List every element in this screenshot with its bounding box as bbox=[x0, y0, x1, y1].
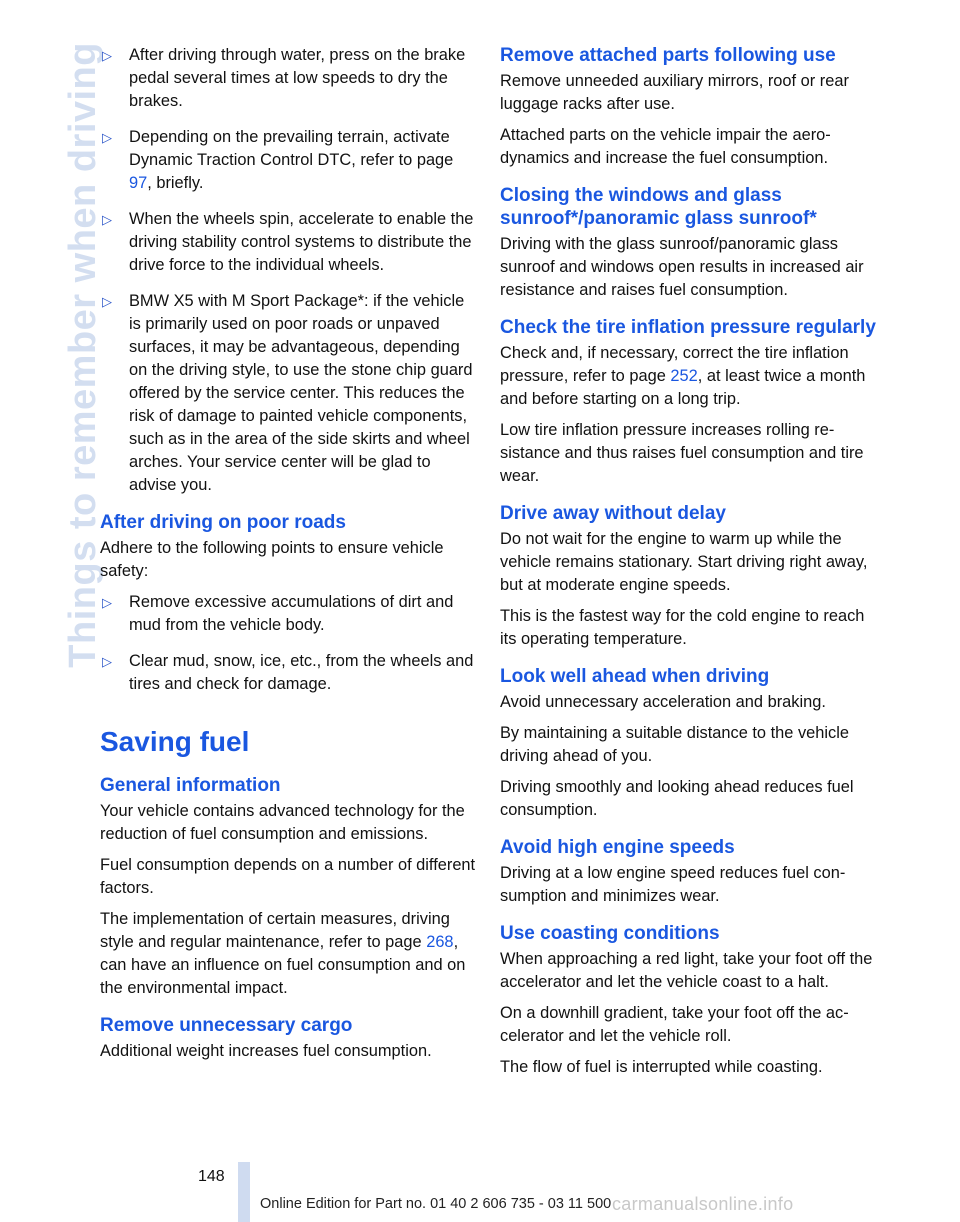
section-heading-remove-cargo: Remove unnecessary cargo bbox=[100, 1015, 353, 1036]
right-column bbox=[500, 44, 876, 1087]
triangle-right-icon: ▷ bbox=[102, 595, 112, 610]
poor-roads-list bbox=[100, 591, 476, 696]
paragraph: By maintaining a suitable distance to the vehicle driving ahead of you. bbox=[500, 724, 849, 765]
page-number: 148 bbox=[198, 1168, 225, 1185]
paragraph: Adhere to the following points to ensure vehicle safety: bbox=[100, 539, 444, 580]
section-heading-closing-windows: Closing the windows and glass sunroof*/panoramic glass sunroof* bbox=[500, 185, 817, 229]
section-heading-look-ahead: Look well ahead when driving bbox=[500, 666, 770, 687]
footer-accent-bar bbox=[238, 1162, 250, 1222]
paragraph: Additional weight increases fuel consumption. bbox=[100, 1042, 432, 1060]
paragraph: Remove unneeded auxiliary mirrors, roof or rear luggage racks after use. bbox=[500, 72, 849, 113]
left-column bbox=[100, 44, 476, 1071]
section-heading-drive-away: Drive away without delay bbox=[500, 503, 726, 524]
triangle-right-icon: ▷ bbox=[102, 212, 112, 227]
section-heading-general-information: General information bbox=[100, 775, 281, 796]
section-heading-tire-pressure: Check the tire inflation pressure regularly bbox=[500, 317, 876, 338]
paragraph: Driving with the glass sunroof/panoramic glass sunroof and windows open results in increased air resistance and raises fuel consumption. bbox=[500, 235, 864, 299]
section-heading-coasting: Use coasting conditions bbox=[500, 923, 720, 944]
paragraph: Attached parts on the vehicle impair the aerodynamics and increase the fuel consumption. bbox=[500, 126, 831, 167]
list-item: ▷ BMW X5 with M Sport Package*: if the vehicle is primarily used on poor roads or unpaved surfaces, it may be advantageous, depending on the driving style, to use the stone chip guard offered by the service center. This reduces the risk of damage to painted vehicle components, such as in the area of the side skirts and wheel arches. Your service center will be glad to advise you. bbox=[102, 292, 473, 494]
online-edition-note: Online Edition for Part no. 01 40 2 606 735 - 03 11 500 bbox=[260, 1196, 612, 1212]
section-heading-attached-parts: Remove attached parts following use bbox=[500, 45, 836, 66]
paragraph: Fuel consumption depends on a number of different factors. bbox=[100, 856, 476, 897]
watermark: carmanualsonline.info bbox=[612, 1194, 794, 1214]
page-link-97[interactable]: 97 bbox=[129, 174, 148, 192]
paragraph: When approaching a red light, take your foot off the accelerator and let the vehicle coast to a halt. bbox=[500, 950, 873, 991]
paragraph: On a downhill gradient, take your foot off the accelerator and let the vehicle roll. bbox=[500, 1004, 849, 1045]
triangle-right-icon: ▷ bbox=[102, 294, 112, 309]
triangle-right-icon: ▷ bbox=[102, 48, 112, 63]
chapter-side-title bbox=[0, 0, 104, 690]
section-heading-poor-roads: After driving on poor roads bbox=[100, 512, 346, 533]
paragraph: Do not wait for the engine to warm up while the vehicle remains stationary. Start driving right away, but at moderate engine speeds. bbox=[500, 530, 868, 594]
paragraph: Your vehicle contains advanced technology for the reduction of fuel consumption and emissions. bbox=[100, 802, 465, 843]
paragraph: Avoid unnecessary acceleration and braking. bbox=[500, 693, 826, 711]
page-link-268[interactable]: 268 bbox=[426, 933, 454, 951]
list-item: ▷ When the wheels spin, accelerate to enable the driving stability control systems to distribute the drive force to the individual wheels. bbox=[102, 210, 474, 274]
section-heading-high-engine-speeds: Avoid high engine speeds bbox=[500, 837, 735, 858]
paragraph: Driving smoothly and looking ahead reduces fuel consumption. bbox=[500, 778, 854, 819]
page-link-252[interactable]: 252 bbox=[670, 367, 698, 385]
paragraph: Check and, if necessary, correct the tire inflation pressure, refer to page 252, at least twice a month and before starting on a long trip. bbox=[500, 344, 866, 408]
list-item: ▷ Depending on the prevailing terrain, activate Dynamic Traction Control DTC, refer to page 97, briefly. bbox=[102, 128, 454, 192]
chapter-title-text: Things to remember when driving bbox=[62, 42, 104, 668]
triangle-right-icon: ▷ bbox=[102, 654, 112, 669]
list-item: ▷ Remove excessive accumulations of dirt and mud from the vehicle body. bbox=[102, 593, 454, 634]
triangle-right-icon: ▷ bbox=[102, 130, 112, 145]
list-item: ▷ After driving through water, press on the brake pedal several times at low speeds to dry the brakes. bbox=[102, 46, 466, 110]
list-item: ▷ Clear mud, snow, ice, etc., from the wheels and tires and check for damage. bbox=[102, 652, 474, 693]
paragraph: The flow of fuel is interrupted while coasting. bbox=[500, 1058, 823, 1076]
paragraph: Low tire inflation pressure increases rolling resistance and thus raises fuel consumption and tire wear. bbox=[500, 421, 864, 485]
driving-tips-list bbox=[100, 44, 476, 497]
paragraph: This is the fastest way for the cold engine to reach its operating temperature. bbox=[500, 607, 865, 648]
chapter-heading-saving-fuel: Saving fuel bbox=[100, 726, 250, 757]
paragraph: The implementation of certain measures, driving style and regular maintenance, refer to page 268, can have an influence on fuel consumption and on the environmental impact. bbox=[100, 910, 466, 997]
paragraph: Driving at a low engine speed reduces fuel consumption and minimizes wear. bbox=[500, 864, 846, 905]
